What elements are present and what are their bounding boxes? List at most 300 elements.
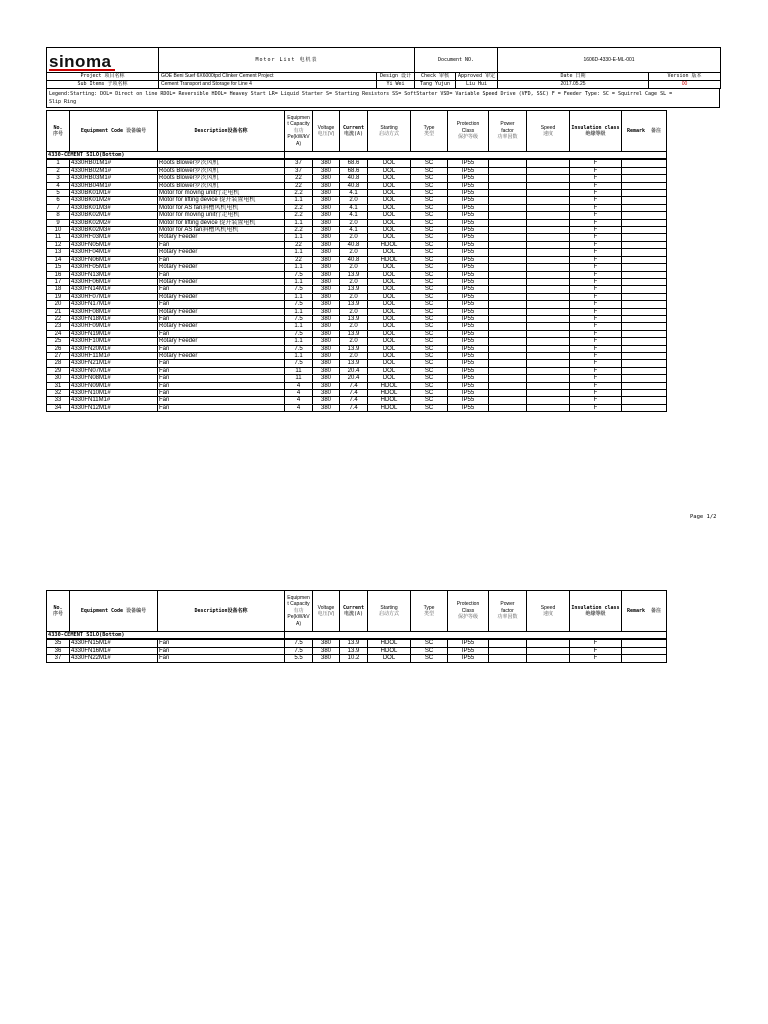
cell-protection: IP55 — [448, 639, 489, 647]
cell-insulation: F — [570, 647, 622, 654]
cell-power-factor — [489, 256, 527, 263]
cell-capacity: 4 — [285, 404, 313, 411]
cell-power-factor — [489, 404, 527, 411]
cell-type: SC — [411, 639, 448, 647]
cell-starting: DOL — [368, 159, 411, 167]
document-no: 1606D-4330-E-ML-001 — [498, 48, 721, 73]
col-speed: Speed 速度 — [527, 591, 570, 632]
cell-capacity: 7.5 — [285, 301, 313, 308]
cell-type: SC — [411, 204, 448, 211]
cell-type: SC — [411, 293, 448, 300]
cell-voltage: 380 — [313, 271, 340, 278]
cell-voltage: 380 — [313, 159, 340, 167]
cell-remark — [622, 197, 667, 204]
cell-power-factor — [489, 271, 527, 278]
version-label: Version 版本 — [649, 73, 721, 81]
cell-protection: IP55 — [448, 360, 489, 367]
cell-equipment-code: 4330FN05M1# — [70, 241, 158, 248]
cell-speed — [527, 159, 570, 167]
cell-row-no: 15 — [47, 264, 70, 271]
cell-current: 2.0 — [340, 234, 368, 241]
column-header-row — [47, 591, 721, 632]
cell-type: SC — [411, 382, 448, 389]
cell-power-factor — [489, 204, 527, 211]
cell-insulation: F — [570, 271, 622, 278]
cell-capacity: 22 — [285, 182, 313, 189]
cell-current: 13.9 — [340, 315, 368, 322]
cell-capacity: 37 — [285, 159, 313, 167]
cell-protection: IP55 — [448, 256, 489, 263]
cell-equipment-code: 4330RB03M1# — [70, 175, 158, 182]
cell-insulation: F — [570, 397, 622, 404]
cell-insulation: F — [570, 360, 622, 367]
cell-power-factor — [489, 293, 527, 300]
cell-capacity: 7.5 — [285, 330, 313, 337]
cell-starting: DOL — [368, 167, 411, 174]
cell-remark — [622, 301, 667, 308]
cell-current: 68.6 — [340, 159, 368, 167]
cell-capacity: 7.5 — [285, 286, 313, 293]
cell-capacity: 11 — [285, 375, 313, 382]
cell-equipment-code: 4330FN22M1# — [70, 655, 158, 662]
cell-power-factor — [489, 345, 527, 352]
cell-equipment-code: 4330FN08M1# — [70, 375, 158, 382]
cell-speed — [527, 204, 570, 211]
cell-voltage: 380 — [313, 197, 340, 204]
cell-equipment-code: 4330RB04M1# — [70, 182, 158, 189]
cell-power-factor — [489, 241, 527, 248]
cell-current: 13.9 — [340, 639, 368, 647]
table-row — [47, 182, 721, 189]
cell-power-factor — [489, 338, 527, 345]
col-remark: Remark 备注 — [622, 111, 667, 152]
table-row — [47, 352, 721, 359]
cell-current: 40.8 — [340, 175, 368, 182]
cell-power-factor — [489, 249, 527, 256]
cell-starting: HDOL — [368, 639, 411, 647]
table-row — [47, 404, 721, 411]
table-row — [47, 390, 721, 397]
cell-equipment-code: 4330FN12M1# — [70, 404, 158, 411]
cell-remark — [622, 286, 667, 293]
cell-equipment-code: 4330BK02M1# — [70, 212, 158, 219]
cell-protection: IP55 — [448, 167, 489, 174]
project-label: Project 项目名称 — [47, 73, 159, 81]
cell-capacity: 7.5 — [285, 360, 313, 367]
cell-speed — [527, 323, 570, 330]
cell-type: SC — [411, 375, 448, 382]
cell-power-factor — [489, 375, 527, 382]
cell-protection: IP55 — [448, 315, 489, 322]
cell-description: Rotary Feeder — [158, 234, 285, 241]
cell-current: 7.4 — [340, 404, 368, 411]
cell-capacity: 7.5 — [285, 271, 313, 278]
checker-name: Tang Yujun — [415, 81, 456, 89]
cell-equipment-code: 4330FN19M1# — [70, 330, 158, 337]
cell-current: 7.4 — [340, 390, 368, 397]
cell-protection: IP55 — [448, 404, 489, 411]
table-row — [47, 397, 721, 404]
cell-type: SC — [411, 234, 448, 241]
cell-row-no: 27 — [47, 352, 70, 359]
cell-type: SC — [411, 241, 448, 248]
cell-speed — [527, 256, 570, 263]
cell-type: SC — [411, 278, 448, 285]
cell-type: SC — [411, 360, 448, 367]
cell-power-factor — [489, 352, 527, 359]
table-row — [47, 271, 721, 278]
cell-equipment-code: 4330FN18M1# — [70, 315, 158, 322]
cell-current: 4.1 — [340, 212, 368, 219]
cell-voltage: 380 — [313, 234, 340, 241]
cell-starting: DOL — [368, 271, 411, 278]
cell-starting: DOL — [368, 175, 411, 182]
cell-power-factor — [489, 315, 527, 322]
cell-speed — [527, 647, 570, 654]
cell-speed — [527, 227, 570, 234]
cell-equipment-code: 4330FN21M1# — [70, 360, 158, 367]
motor-table-page-1 — [46, 110, 721, 412]
col-voltage: Voltage 电压(V) — [313, 591, 340, 632]
cell-protection: IP55 — [448, 241, 489, 248]
cell-capacity: 2.2 — [285, 212, 313, 219]
cell-row-no: 8 — [47, 212, 70, 219]
cell-row-no: 21 — [47, 308, 70, 315]
cell-voltage: 380 — [313, 286, 340, 293]
cell-description: Motor for lifting device 提升装置电机 — [158, 219, 285, 226]
cell-insulation: F — [570, 249, 622, 256]
designer-name: Yi Wei — [377, 81, 415, 89]
cell-speed — [527, 375, 570, 382]
cell-current: 2.0 — [340, 197, 368, 204]
cell-power-factor — [489, 360, 527, 367]
cell-remark — [622, 175, 667, 182]
cell-current: 2.0 — [340, 338, 368, 345]
cell-row-no: 1 — [47, 159, 70, 167]
cell-protection: IP55 — [448, 375, 489, 382]
cell-starting: DOL — [368, 375, 411, 382]
cell-capacity: 7.5 — [285, 647, 313, 654]
cell-row-no: 18 — [47, 286, 70, 293]
cell-insulation: F — [570, 234, 622, 241]
cell-current: 20.4 — [340, 375, 368, 382]
table-row — [47, 159, 721, 167]
cell-current: 2.0 — [340, 249, 368, 256]
cell-speed — [527, 308, 570, 315]
cell-voltage: 380 — [313, 204, 340, 211]
cell-voltage: 380 — [313, 375, 340, 382]
cell-capacity: 1.1 — [285, 197, 313, 204]
cell-protection: IP55 — [448, 390, 489, 397]
cell-speed — [527, 345, 570, 352]
cell-insulation: F — [570, 639, 622, 647]
cell-equipment-code: 4330FN13M1# — [70, 271, 158, 278]
date-value: 2017.05.25 — [498, 81, 649, 89]
cell-type: SC — [411, 271, 448, 278]
cell-remark — [622, 338, 667, 345]
approved-label: Approved 审定 — [456, 73, 498, 81]
cell-speed — [527, 301, 570, 308]
legend — [46, 89, 720, 108]
cell-equipment-code: 4330BK02M3# — [70, 227, 158, 234]
cell-remark — [622, 278, 667, 285]
col-capacity: Equipmen t Capacity 有功 Pe(kW/kV A) — [285, 111, 313, 152]
approver-name: Liu Hui — [456, 81, 498, 89]
cell-protection: IP55 — [448, 330, 489, 337]
document-header — [46, 47, 721, 89]
version-value: 00 — [649, 81, 721, 89]
cell-speed — [527, 167, 570, 174]
cell-starting: HDOL — [368, 390, 411, 397]
table-row — [47, 338, 721, 345]
cell-capacity: 2.2 — [285, 227, 313, 234]
cell-protection: IP55 — [448, 301, 489, 308]
col-starting: Starting 启动方式 — [368, 111, 411, 152]
section-row — [47, 632, 721, 640]
cell-equipment-code: 4330RF03M1# — [70, 234, 158, 241]
cell-remark — [622, 204, 667, 211]
cell-description: Fan — [158, 315, 285, 322]
table-row — [47, 382, 721, 389]
cell-insulation: F — [570, 655, 622, 662]
cell-current: 68.6 — [340, 167, 368, 174]
cell-protection: IP55 — [448, 382, 489, 389]
cell-voltage: 380 — [313, 655, 340, 662]
cell-description: Rotary Feeder — [158, 338, 285, 345]
cell-protection: IP55 — [448, 367, 489, 374]
table-row — [47, 249, 721, 256]
cell-row-no: 30 — [47, 375, 70, 382]
cell-equipment-code: 4330RF08M1# — [70, 308, 158, 315]
cell-power-factor — [489, 382, 527, 389]
table-row — [47, 197, 721, 204]
cell-speed — [527, 271, 570, 278]
col-no: No. 序号 — [47, 111, 70, 152]
cell-voltage: 380 — [313, 390, 340, 397]
table-row — [47, 219, 721, 226]
cell-remark — [622, 367, 667, 374]
table-row — [47, 360, 721, 367]
cell-type: SC — [411, 397, 448, 404]
cell-power-factor — [489, 367, 527, 374]
sub-items-label: Sub Items 子项名称 — [47, 81, 159, 89]
cell-current: 4.1 — [340, 227, 368, 234]
cell-remark — [622, 345, 667, 352]
cell-description: Fan — [158, 286, 285, 293]
section-title: 4330-CEMENT SILO(Bottom) — [47, 632, 285, 640]
cell-insulation: F — [570, 175, 622, 182]
cell-row-no: 22 — [47, 315, 70, 322]
cell-starting: DOL — [368, 330, 411, 337]
cell-speed — [527, 367, 570, 374]
cell-type: SC — [411, 264, 448, 271]
cell-remark — [622, 323, 667, 330]
cell-insulation: F — [570, 315, 622, 322]
cell-speed — [527, 182, 570, 189]
cell-type: SC — [411, 227, 448, 234]
cell-starting: DOL — [368, 182, 411, 189]
col-type: Type 类型 — [411, 591, 448, 632]
cell-voltage: 380 — [313, 382, 340, 389]
cell-type: SC — [411, 352, 448, 359]
cell-power-factor — [489, 182, 527, 189]
cell-remark — [622, 375, 667, 382]
cell-row-no: 6 — [47, 197, 70, 204]
table-row — [47, 234, 721, 241]
cell-protection: IP55 — [448, 190, 489, 197]
cell-equipment-code: 4330RF06M1# — [70, 278, 158, 285]
cell-remark — [622, 212, 667, 219]
cell-protection: IP55 — [448, 204, 489, 211]
cell-power-factor — [489, 278, 527, 285]
col-capacity: Equipmen t Capacity 有功 Pe(kW/kV A) — [285, 591, 313, 632]
cell-current: 4.1 — [340, 204, 368, 211]
cell-equipment-code: 4330BK01M1# — [70, 190, 158, 197]
cell-insulation: F — [570, 352, 622, 359]
cell-voltage: 380 — [313, 227, 340, 234]
col-protection: Protection Class 保护等级 — [448, 111, 489, 152]
cell-current: 2.0 — [340, 352, 368, 359]
cell-description: Fan — [158, 345, 285, 352]
cell-row-no: 4 — [47, 182, 70, 189]
cell-voltage: 380 — [313, 293, 340, 300]
cell-row-no: 34 — [47, 404, 70, 411]
table-row — [47, 639, 721, 647]
cell-row-no: 2 — [47, 167, 70, 174]
cell-capacity: 7.5 — [285, 315, 313, 322]
cell-row-no: 10 — [47, 227, 70, 234]
cell-speed — [527, 397, 570, 404]
cell-current: 13.9 — [340, 647, 368, 654]
cell-power-factor — [489, 227, 527, 234]
cell-starting: DOL — [368, 323, 411, 330]
cell-insulation: F — [570, 256, 622, 263]
cell-row-no: 32 — [47, 390, 70, 397]
cell-remark — [622, 249, 667, 256]
cell-protection: IP55 — [448, 647, 489, 654]
cell-type: SC — [411, 323, 448, 330]
col-no: No. 序号 — [47, 591, 70, 632]
cell-row-no: 29 — [47, 367, 70, 374]
cell-type: SC — [411, 197, 448, 204]
cell-row-no: 5 — [47, 190, 70, 197]
cell-insulation: F — [570, 204, 622, 211]
cell-protection: IP55 — [448, 249, 489, 256]
cell-description: Motor for moving unit行走电机 — [158, 212, 285, 219]
col-equipment-code: Equipment Code 设备编号 — [70, 111, 158, 152]
cell-power-factor — [489, 655, 527, 662]
table-row — [47, 375, 721, 382]
motor-table-page-2 — [46, 590, 721, 663]
cell-description: Motor for AS fan斜槽风机电机 — [158, 204, 285, 211]
col-remark: Remark 备注 — [622, 591, 667, 632]
cell-speed — [527, 655, 570, 662]
cell-equipment-code: 4330FN06M1# — [70, 256, 158, 263]
cell-insulation: F — [570, 286, 622, 293]
table-row — [47, 227, 721, 234]
cell-power-factor — [489, 647, 527, 654]
cell-type: SC — [411, 175, 448, 182]
column-header-row — [47, 111, 721, 152]
cell-power-factor — [489, 212, 527, 219]
cell-row-no: 3 — [47, 175, 70, 182]
cell-equipment-code: 4330BK01M2# — [70, 197, 158, 204]
cell-voltage: 380 — [313, 639, 340, 647]
cell-equipment-code: 4330FN17M1# — [70, 301, 158, 308]
cell-protection: IP55 — [448, 234, 489, 241]
cell-protection: IP55 — [448, 397, 489, 404]
cell-starting: DOL — [368, 338, 411, 345]
cell-type: SC — [411, 367, 448, 374]
cell-starting: DOL — [368, 655, 411, 662]
cell-starting: DOL — [368, 227, 411, 234]
cell-description: Fan — [158, 647, 285, 654]
cell-row-no: 31 — [47, 382, 70, 389]
cell-remark — [622, 360, 667, 367]
cell-starting: DOL — [368, 360, 411, 367]
cell-current: 40.8 — [340, 256, 368, 263]
cell-current: 13.9 — [340, 360, 368, 367]
cell-starting: DOL — [368, 367, 411, 374]
cell-row-no: 23 — [47, 323, 70, 330]
cell-power-factor — [489, 301, 527, 308]
cell-speed — [527, 330, 570, 337]
cell-row-no: 36 — [47, 647, 70, 654]
cell-equipment-code: 4330FN11M1# — [70, 397, 158, 404]
cell-voltage: 380 — [313, 212, 340, 219]
cell-protection: IP55 — [448, 175, 489, 182]
cell-starting: DOL — [368, 315, 411, 322]
cell-protection: IP55 — [448, 323, 489, 330]
cell-remark — [622, 256, 667, 263]
cell-description: Motor for moving unit行走电机 — [158, 190, 285, 197]
cell-remark — [622, 308, 667, 315]
cell-current: 4.1 — [340, 190, 368, 197]
cell-power-factor — [489, 159, 527, 167]
cell-power-factor — [489, 190, 527, 197]
cell-speed — [527, 404, 570, 411]
cell-capacity: 1.1 — [285, 264, 313, 271]
cell-voltage: 380 — [313, 323, 340, 330]
cell-insulation: F — [570, 241, 622, 248]
cell-equipment-code: 4330BK02M2# — [70, 219, 158, 226]
cell-speed — [527, 382, 570, 389]
cell-current: 13.9 — [340, 330, 368, 337]
cell-capacity: 2.2 — [285, 204, 313, 211]
cell-insulation: F — [570, 323, 622, 330]
cell-row-no: 20 — [47, 301, 70, 308]
cell-speed — [527, 197, 570, 204]
table-row — [47, 367, 721, 374]
cell-capacity: 22 — [285, 175, 313, 182]
cell-current: 2.0 — [340, 264, 368, 271]
cell-type: SC — [411, 315, 448, 322]
cell-description: Fan — [158, 397, 285, 404]
sub-items-value: Cement Transport and Storage for Line 4 — [159, 81, 377, 89]
col-type: Type 类型 — [411, 111, 448, 152]
cell-speed — [527, 390, 570, 397]
cell-capacity: 11 — [285, 367, 313, 374]
cell-type: SC — [411, 345, 448, 352]
cell-remark — [622, 227, 667, 234]
table-row — [47, 655, 721, 662]
cell-current: 13.9 — [340, 286, 368, 293]
project-value: GOE Beni Suef 6X6000tpd Clinker Cement Project — [159, 73, 377, 81]
cell-remark — [622, 293, 667, 300]
cell-type: SC — [411, 249, 448, 256]
cell-type: SC — [411, 655, 448, 662]
col-current: Current 电流(A) — [340, 591, 368, 632]
